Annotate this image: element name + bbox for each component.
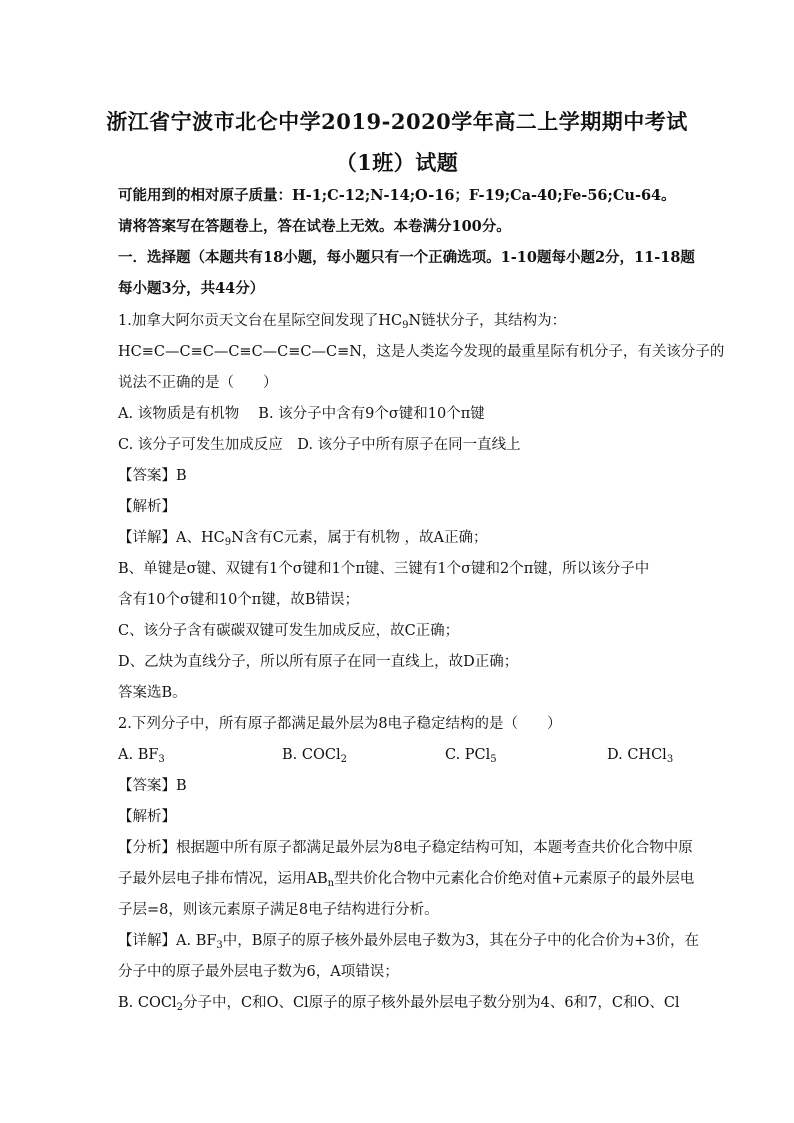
q1-options-cd: C. 该分子可发生加成反应 D. 该分子中所有原子在同一直线上 xyxy=(118,437,521,453)
q1-detail-c: C、该分子含有碳碳双键可发生加成反应，故C正确； xyxy=(118,623,460,639)
q1-detail-a: 【详解】A、$HC_9N$含有C元素，属于有机物 ，故A正确； xyxy=(118,530,488,548)
q2-option-a: A. $BF_3$ xyxy=(118,747,165,765)
q1-structure-line: HC≡C—C≡C—C≡C—C≡C—C≡N，这是人类迄今发现的最重星际有机分子，有关该分子的 xyxy=(118,344,725,360)
q1-options-ab: A. 该物质是有机物 B. 该分子中含有9个σ键和10个π键 xyxy=(118,406,485,422)
section-heading-line2: 每小题3分，共44分） xyxy=(118,280,265,297)
q2-option-d: D. CHCl$_3$ xyxy=(607,747,674,765)
q1-conclusion: 答案选B。 xyxy=(118,685,187,701)
q2-analysis-line2: 子最外层电子排布情况，运用$AB_n$型共价化合物中元素化合价绝对值+元素原子的最外层电 xyxy=(118,871,695,889)
atomic-mass-note: 可能用到的相对原子质量：H-1;C-12;N-14;O-16；F-19;Ca-40;Fe-56;Cu-64。 xyxy=(118,187,676,204)
q1-detail-d: D、乙炔为直线分子，所以所有原子在同一直线上，故D正确； xyxy=(118,654,519,670)
q1-stem: 1.加拿大阿尔贡天文台在星际空间发现了$HC_9N$链状分子，其结构为： xyxy=(118,313,567,331)
q2-option-b: B. COCl$_2$ xyxy=(282,747,347,765)
q2-detail-b: B. COCl$_2$分子中，C和O、Cl原子的原子核外最外层电子数分别为4、6和7，C和O、Cl xyxy=(118,995,680,1013)
instruction-note: 请将答案写在答题卷上，答在试卷上无效。本卷满分100分。 xyxy=(118,218,511,235)
q1-detail-b1: B、单键是σ键、双键有1个σ键和1个π键、三键有1个σ键和2个π键，所以该分子中 xyxy=(118,561,650,577)
q2-detail-a2: 分子中的原子最外层电子数为6，A项错误； xyxy=(118,964,399,980)
q2-answer: 【答案】B xyxy=(118,778,187,794)
q2-stem: 2.下列分子中，所有原子都满足最外层为8电子稳定结构的是（ ） xyxy=(118,716,562,732)
document-title-line1: 浙江省宁波市北仑中学2019-2020学年高二上学期期中考试 xyxy=(106,109,688,134)
q2-analysis-label: 【解析】 xyxy=(118,809,176,825)
section-heading-line1: 一．选择题（本题共有18小题，每小题只有一个正确选项。1-10题每小题2分，11-18题 xyxy=(118,249,695,266)
q2-options xyxy=(118,745,676,765)
q1-analysis-label: 【解析】 xyxy=(118,499,176,515)
q2-analysis-line1: 【分析】根据题中所有原子都满足最外层为8电子稳定结构可知，本题考查共价化合物中原 xyxy=(118,840,693,856)
q2-analysis-line3: 子层=8，则该元素原子满足8电子结构进行分析。 xyxy=(118,902,439,918)
document-title-line2: （1班）试题 xyxy=(335,150,459,175)
q2-detail-a1: 【详解】A. $BF_3$中，B原子的原子核外最外层电子数为3，其在分子中的化合价为+3价，在 xyxy=(118,933,700,951)
q1-answer: 【答案】B xyxy=(118,468,187,484)
q1-detail-b2: 含有10个σ键和10个π键，故B错误； xyxy=(118,592,359,608)
q2-option-c: C. PCl$_5$ xyxy=(445,747,497,765)
q1-stem-end: 说法不正确的是（ ） xyxy=(118,375,278,391)
